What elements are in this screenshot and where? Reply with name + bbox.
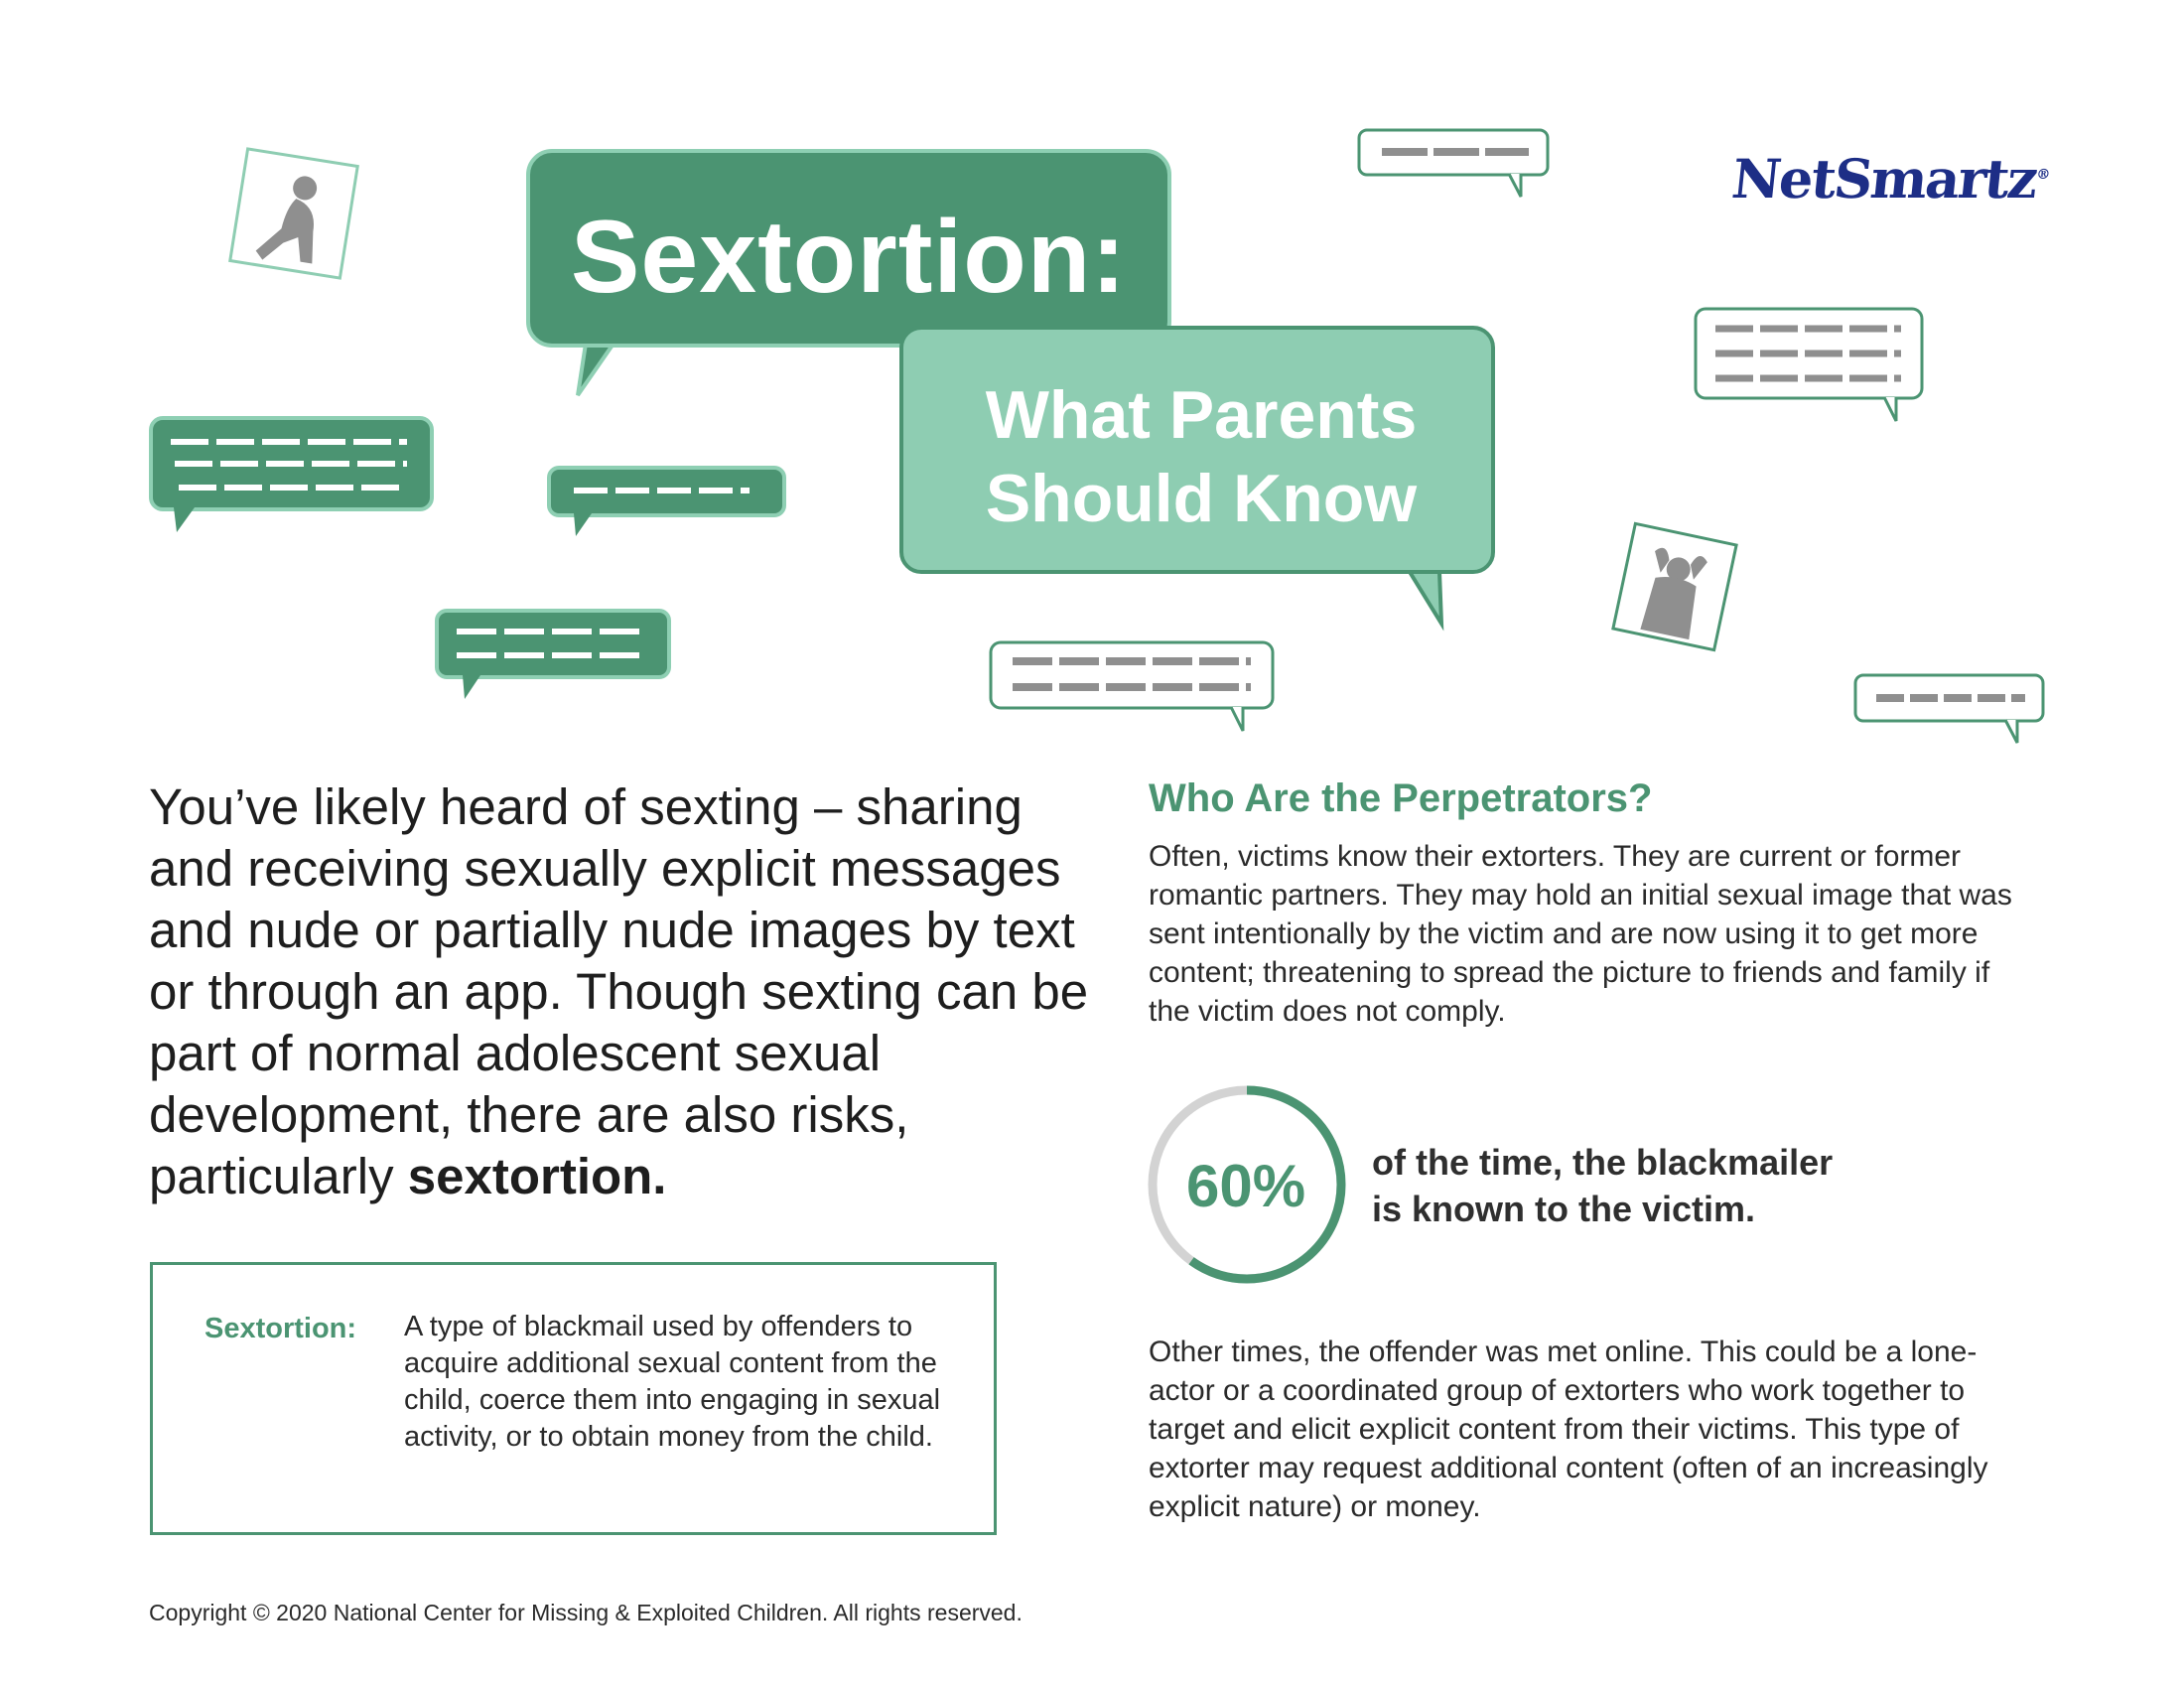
outline-bubble-4	[1855, 675, 2043, 743]
registered-mark: ®	[2035, 167, 2052, 183]
other-offenders-text: Other times, the offender was met online. This could be a lone-actor or a coordinated group of extorters who work together to target and elicit explicit content from their victims. This type of extorter may request additional content (often of an increasingly explicit nature) or money.	[1149, 1336, 1988, 1523]
green-bubble-1	[151, 418, 432, 532]
green-bubble-2	[549, 468, 784, 536]
title-bubble-tail	[578, 344, 614, 395]
definition-box	[150, 1262, 997, 1535]
title-bubble	[526, 149, 1171, 348]
intro-paragraph	[149, 776, 1092, 1207]
stat-line-1: of the time, the blackmailer	[1372, 1142, 1834, 1183]
subtitle-bubble	[899, 326, 1495, 574]
netsmartz-logo	[1729, 147, 2054, 211]
stat-value: 60%	[1185, 1153, 1306, 1219]
definition-term: Sextortion:	[205, 1313, 357, 1344]
copyright-notice: Copyright © 2020 National Center for Missing & Exploited Children. All rights reserved.	[149, 1600, 1023, 1625]
definition-text: A type of blackmail used by offenders to acquire additional sexual content from the child, coerce them into engaging in sexual activity, or to obtain money from the child.	[404, 1311, 941, 1453]
intro-emphasis: sextortion.	[407, 1148, 667, 1204]
page-title: Sextortion:	[571, 200, 1127, 315]
subtitle-line-1: What Parents	[985, 377, 1418, 453]
stat-line-2: is known to the victim.	[1372, 1189, 1756, 1229]
outline-bubble-1	[1359, 130, 1548, 197]
outline-bubble-2	[1696, 309, 1922, 421]
intro-text: You’ve likely heard of sexting – sharing and receiving sexually explicit messages and nude or partially nude images by text or through an app. Though sexting can be part of normal adolescent sexual development, there are also risks, particularly	[149, 778, 1089, 1204]
outline-bubble-3	[991, 642, 1273, 731]
green-bubble-3	[437, 611, 669, 699]
stat-description	[1372, 1139, 1928, 1232]
subtitle-bubble-tail	[1410, 572, 1441, 624]
subtitle-line-2: Should Know	[985, 461, 1418, 536]
perpetrators-heading: Who Are the Perpetrators?	[1149, 776, 1653, 820]
photo-card-man-figure	[1613, 523, 1736, 649]
perpetrators-text: Often, victims know their extorters. They are current or former romantic partners. They may hold an initial sexual image that was sent intentionally by the victim and are now using it to get more content; threatening to spread the picture to friends and family if the victim does not comply.	[1149, 840, 2012, 1028]
photo-card-sitting-figure	[230, 149, 357, 278]
logo-text: NetSmartz	[1728, 147, 2040, 211]
page-subtitle	[973, 373, 1430, 540]
